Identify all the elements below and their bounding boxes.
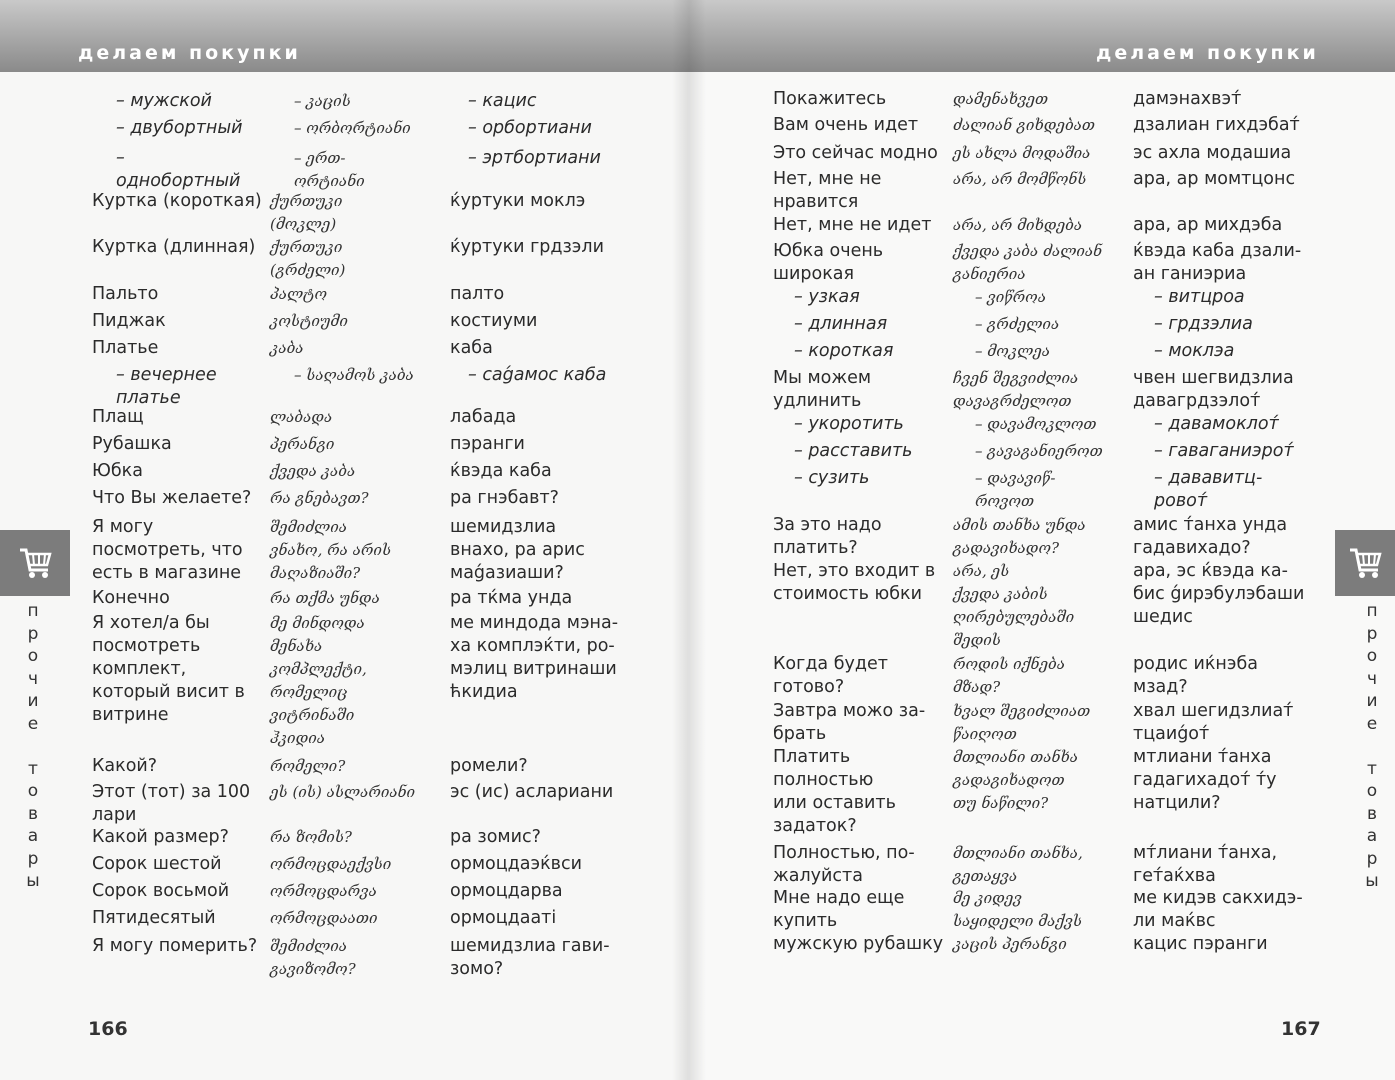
- georgian-phrase: – დავამოკლოთ: [975, 415, 1097, 433]
- russian-phrase: Я хотел/а бы посмотреть комплект, который висит в витрине: [92, 613, 245, 725]
- russian-phrase: За это надо платить?: [773, 515, 882, 558]
- transliteration: каба: [450, 338, 493, 358]
- russian-phrase: Сорок шестой: [92, 854, 222, 874]
- russian-phrase: Сорок восьмой: [92, 881, 230, 901]
- russian-phrase: – мужской: [116, 91, 212, 111]
- georgian-phrase: ხვალ შეგიძლიათ წაიღოთ: [953, 702, 1091, 743]
- russian-phrase: Покажитесь: [773, 89, 887, 109]
- transliteration: ра гнэбавт?: [450, 488, 559, 508]
- georgian-phrase: ამის თანხა უნდა გადავიხადო?: [953, 516, 1086, 557]
- russian-phrase: – длинная: [794, 314, 888, 334]
- right-header-title: делаем покупки: [1096, 42, 1319, 64]
- transliteration: эс (ис) аслариани: [450, 782, 614, 802]
- russian-phrase: Мы можем удлинить: [773, 368, 872, 411]
- transliteration: мт́лиани т́анха, гет́аќхва: [1133, 843, 1278, 886]
- georgian-phrase: კაბა: [270, 339, 304, 357]
- transliteration: чвен шегвидзлиа давагрдзэлот́: [1133, 368, 1294, 411]
- transliteration: ќвэда каба дзали- ан ганиэриа: [1133, 241, 1302, 284]
- transliteration: ара, ар михдэба: [1133, 215, 1283, 235]
- transliteration: ме миндода мэна- ха комплэќти, ро- мэлиц витринаши ћкидиа: [450, 613, 619, 702]
- georgian-phrase: კოსტიუმი: [270, 312, 348, 330]
- russian-phrase: Рубашка: [92, 434, 172, 454]
- georgian-phrase: დამენახვეთ: [953, 90, 1049, 108]
- russian-phrase: Пиджак: [92, 311, 166, 331]
- transliteration: ормоцдаэќвси: [450, 854, 582, 874]
- transliteration: ра тќма унда: [450, 588, 573, 608]
- transliteration: – грдзэлиа: [1154, 314, 1253, 334]
- transliteration: – эртбортиани: [468, 148, 601, 168]
- right-page-number: 167: [1281, 1018, 1321, 1040]
- transliteration: шемидзлиа гави- зомо?: [450, 936, 610, 979]
- georgian-phrase: შემიძლია გავიზომო?: [270, 937, 356, 978]
- transliteration: палто: [450, 284, 505, 304]
- left-side-tab: [0, 530, 70, 596]
- right-page: [688, 0, 1395, 1080]
- russian-phrase: Куртка (длинная): [92, 237, 256, 257]
- right-side-label: п р о ч и е т о в а р ы: [1365, 601, 1379, 891]
- georgian-phrase: ეს (ის) ასლარიანი: [270, 783, 416, 801]
- left-page-number: 166: [88, 1018, 128, 1040]
- transliteration: ара, эс ќвэда ка- бис ǵирэбулэбаши шедис: [1133, 561, 1305, 627]
- transliteration: – саǵамос каба: [468, 365, 607, 385]
- georgian-phrase: ქურთუკი (გრძელი): [270, 238, 346, 279]
- transliteration: лабада: [450, 407, 517, 427]
- georgian-phrase: შემიძლია ვნახო, რა არის მაღაზიაში?: [270, 518, 392, 582]
- georgian-phrase: ორმოცდარვა: [270, 882, 377, 900]
- russian-phrase: – короткая: [794, 341, 894, 361]
- transliteration: ра зомис?: [450, 827, 541, 847]
- russian-phrase: Мне надо еще купить мужскую рубашку: [773, 888, 944, 954]
- transliteration: эс ахла модашиа: [1133, 143, 1292, 163]
- georgian-phrase: არა, ეს ქვედა კაბის ღირებულებაში შედის: [953, 562, 1075, 649]
- transliteration: – дававитц- ровот́: [1154, 468, 1263, 511]
- russian-phrase: – укоротить: [794, 414, 904, 434]
- georgian-phrase: პალტო: [270, 285, 327, 303]
- book-gutter: [672, 0, 706, 1080]
- right-side-tab: [1335, 530, 1395, 596]
- georgian-phrase: რა გნებავთ?: [270, 489, 369, 507]
- russian-phrase: – однобортный: [116, 148, 241, 191]
- russian-phrase: Платить полностью или оставить задаток?: [773, 747, 896, 836]
- russian-phrase: Какой размер?: [92, 827, 229, 847]
- georgian-phrase: ჩვენ შეგვიძლია დავაგრძელოთ: [953, 369, 1079, 410]
- georgian-phrase: არა, არ მომწონს: [953, 170, 1087, 188]
- transliteration: мтлиани т́анха гадагихадот́ т́у натцили?: [1133, 747, 1277, 813]
- transliteration: костиуми: [450, 311, 538, 331]
- russian-phrase: – вечернее платье: [116, 365, 217, 408]
- georgian-phrase: მე მინდოდა მენახა კომპლექტი, რომელიც ვიტრინაში ჰკიდია: [270, 614, 367, 747]
- georgian-phrase: – ვიწროა: [975, 288, 1046, 306]
- transliteration: ормоцдарва: [450, 881, 563, 901]
- left-side-label: п р о ч и е т о в а р ы: [26, 601, 40, 891]
- transliteration: – гаваганиэрот́: [1154, 441, 1294, 461]
- georgian-phrase: ქურთუკი (მოკლე): [270, 192, 343, 233]
- georgian-phrase: მთლიანი თანხა, გეთაყვა: [953, 844, 1083, 885]
- georgian-phrase: რომელი?: [270, 757, 346, 775]
- georgian-phrase: პერანგი: [270, 435, 335, 453]
- georgian-phrase: რა თქმა უნდა: [270, 589, 380, 607]
- transliteration: хвал шегидзлиат́ тцаиǵот́: [1133, 701, 1294, 744]
- russian-phrase: – расставить: [794, 441, 913, 461]
- russian-phrase: – двубортный: [116, 118, 243, 138]
- georgian-phrase: – ერთ- ორტიანი: [294, 149, 365, 190]
- russian-phrase: Вам очень идет: [773, 115, 919, 135]
- russian-phrase: Плащ: [92, 407, 144, 427]
- transliteration: ормоцдааті: [450, 908, 557, 928]
- russian-phrase: Платье: [92, 338, 159, 358]
- russian-phrase: Когда будет готово?: [773, 654, 888, 697]
- russian-phrase: Нет, мне не нравится: [773, 169, 882, 212]
- georgian-phrase: ქვედა კაბა: [270, 462, 356, 480]
- georgian-phrase: – საღამოს კაბა: [294, 366, 414, 384]
- georgian-phrase: ლაბადა: [270, 408, 333, 426]
- georgian-phrase: მთლიანი თანხა გადაგიხადოთ თუ ნაწილი?: [953, 748, 1079, 812]
- georgian-phrase: ორმოცდაექვსი: [270, 855, 392, 873]
- transliteration: амис т́анха унда гадавихадо?: [1133, 515, 1288, 558]
- georgian-phrase: – გრძელია: [975, 315, 1060, 333]
- transliteration: – орбортиани: [468, 118, 592, 138]
- transliteration: ќуртуки грдзэли: [450, 237, 604, 257]
- transliteration: – давамоклот́: [1154, 414, 1279, 434]
- transliteration: – моклэа: [1154, 341, 1235, 361]
- russian-phrase: Куртка (короткая): [92, 191, 262, 211]
- georgian-phrase: ქვედა კაბა ძალიან განიერია: [953, 242, 1103, 283]
- russian-phrase: Юбка очень широкая: [773, 241, 884, 284]
- russian-phrase: Что Вы желаете?: [92, 488, 252, 508]
- russian-phrase: Конечно: [92, 588, 170, 608]
- transliteration: дзалиан гихдэбат́: [1133, 115, 1300, 135]
- russian-phrase: Юбка: [92, 461, 143, 481]
- transliteration: дамэнахвэт́: [1133, 89, 1242, 109]
- russian-phrase: Нет, мне не идет: [773, 215, 932, 235]
- shopping-cart-icon: [1348, 544, 1382, 580]
- transliteration: ќвэда каба: [450, 461, 552, 481]
- russian-phrase: Завтра можо за- брать: [773, 701, 926, 744]
- georgian-phrase: – ორბორტიანი: [294, 119, 411, 137]
- russian-phrase: Этот (тот) за 100 лари: [92, 782, 251, 825]
- russian-phrase: Пятидесятый: [92, 908, 216, 928]
- georgian-phrase: რა ზომის?: [270, 828, 352, 846]
- left-page: [0, 0, 688, 1080]
- georgian-phrase: ორმოცდაათი: [270, 909, 378, 927]
- transliteration: ромели?: [450, 756, 528, 776]
- georgian-phrase: – გავაგანიეროთ: [975, 442, 1103, 460]
- transliteration: ме кидэв сакхидэ- ли маќвс кацис пэранги: [1133, 888, 1303, 954]
- russian-phrase: Я могу померить?: [92, 936, 258, 956]
- left-header-title: делаем покупки: [78, 42, 301, 64]
- transliteration: ќуртуки моклэ: [450, 191, 586, 211]
- russian-phrase: Это сейчас модно: [773, 143, 938, 163]
- transliteration: пэранги: [450, 434, 525, 454]
- georgian-phrase: როდის იქნება მზად?: [953, 655, 1066, 696]
- russian-phrase: – узкая: [794, 287, 860, 307]
- russian-phrase: Какой?: [92, 756, 158, 776]
- transliteration: ара, ар момтцонс: [1133, 169, 1296, 189]
- russian-phrase: Полностью, по- жалуйста: [773, 843, 915, 886]
- transliteration: – витцроа: [1154, 287, 1245, 307]
- georgian-phrase: – კაცის: [294, 92, 351, 110]
- russian-phrase: Пальто: [92, 284, 159, 304]
- russian-phrase: Я могу посмотреть, что есть в магазине: [92, 517, 243, 583]
- georgian-phrase: ეს ახლა მოდაშია: [953, 144, 1091, 162]
- georgian-phrase: – დავავიწ- როვოთ: [975, 469, 1056, 510]
- russian-phrase: – сузить: [794, 468, 870, 488]
- georgian-phrase: ძალიან გიხდებათ: [953, 116, 1095, 134]
- russian-phrase: Нет, это входит в стоимость юбки: [773, 561, 936, 604]
- georgian-phrase: – მოკლეა: [975, 342, 1051, 360]
- georgian-phrase: არა, არ მიხდება: [953, 216, 1083, 234]
- transliteration: шемидзлиа внахо, ра арис маǵазиаши?: [450, 517, 585, 583]
- transliteration: родис иќнэба мзад?: [1133, 654, 1258, 697]
- transliteration: – кацис: [468, 91, 537, 111]
- georgian-phrase: მე კიდევ საყიდელი მაქვს კაცის პერანგი: [953, 889, 1082, 953]
- shopping-cart-icon: [18, 544, 52, 580]
